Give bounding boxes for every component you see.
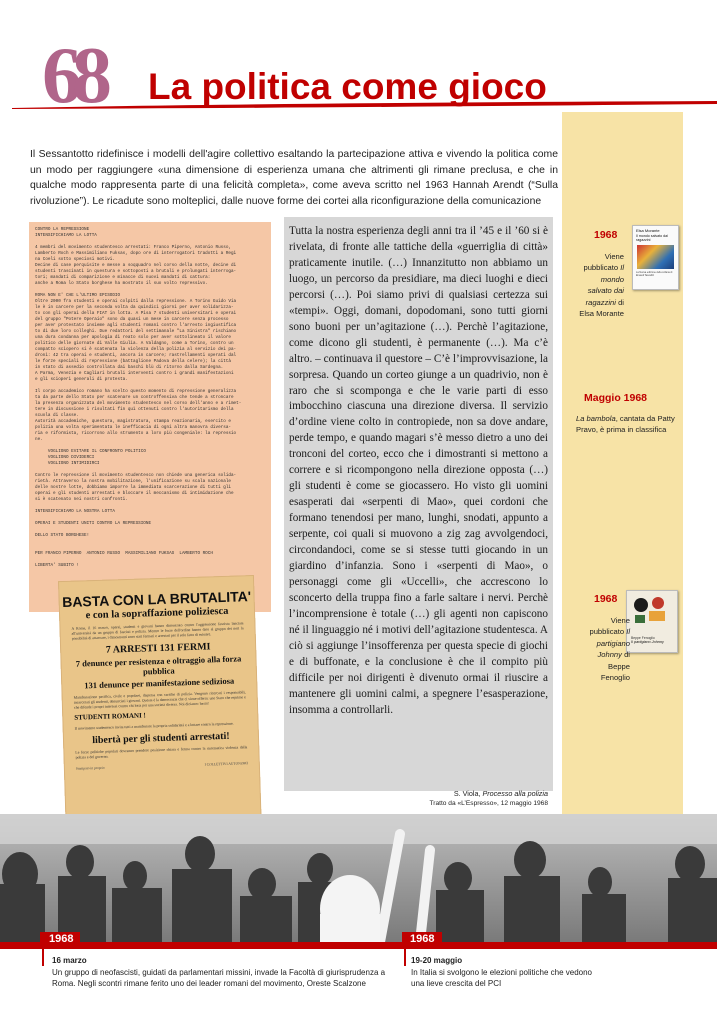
timeline-text-1: Un gruppo di neofascisti, guidati da parlamentari missini, invade la Facoltà di giurisprudenza a Roma. Negli scontri rimane ferito uno dei leader romani del movimento, Oreste Scalzone	[52, 968, 386, 989]
poster-body: Manifestazione pacifica, civile e popolare, dispersa con cariche di polizia. Vengono ricercati i responsabili, incarcerati gli studenti, denunciati i giovani. Questa è la democrazia che ci viene offerta: uno Stato che reprime e che difende i propri interessi contro chi lotta per una società diversa. Noi diciamo: basta!	[73, 689, 246, 710]
sidebar-entry3-text: Viene pubblicato Il partigiano Johnny di Beppe Fenoglio	[589, 616, 630, 683]
typed-leaflet-text: CONTRO LA REPRESSIONE INTENSIFICHIAMO LA LOTTA 4 membri del movimento studentesco arrestati: Franco Piperno, Antonio Russo, Lamberto Roch e Massimiliano Fuksas, dopo ore di interrogatori tradotti a Regi na Coeli sotto speciosi motivi. Decine di case perquisite e messe a soqquadro nel corso della notte, decine di studenti trascinati in questura e sottoposti a brutali e prolungati interroga- tori; mandati di comparizione e minacce di nuovi mandati di cattura: anche a Roma lo Stato borghese ha mostrato il suo volto repressivo. ROMA NON E' CHE L'ULTIMO EPISODIO Oltre 2000 fra studenti e operai colpiti dalla repressione. A Torino Guido Via le è in carcere per la seconda volta da quindici giorni per aver solidarizza- to con gli operai della FIAT in lotta. A Pisa 7 studenti universitari e operai del gruppo "Potere Operaio" sono da quasi un mese in carcere senza processo per aver protestato insieme agli studenti romani contro l'arresto ingiustifica to di due loro colleghi. Due redattori del settimanale "La Sinistra" rischiano una dura condanna per apologia di reato solo per aver sottolineato il valore politico delle giornate di Valle Giulia. A Valdagno, come a Torino, contro un compatto sciopero si è scatenata la violenza della polizia al servizio dei pa- droni: 42 tra operai e studenti, ancora in carcere; rastrellamenti operati dal le forze speciali di repressione (battaglione Padova della celere); la città in stato di assedio controllata dai baschi blù di ritorno dalla Sardegna. A Parma, Venezia e Cagliari brutali interventi contro i grandi manifestazioni e gli scioperi generali di protesta. Il corpo accademico romano ha scelto questo momento di repressione generalizza ta da parte dello Stato per scatenare un controffensiva che tende a stroncare la presenza organizzata del movimento studentesco nel corso dell'anno e a rimet- tere in discussione i risultati fin quì ottenuti contro l'autoritarismo della scuola di classe. Autorità accademiche, questura, magistratura, stampa reazionaria, esercito e polizia una volta sperimentata le inefficacia di ogni altra manovra diversa- ria e riformista, ricorrono allo strumento a loro più congeniale: la repressio ne. VOGLIONO EVITARE IL CONFRONTO POLITICO VOGLIONO DIVIDERCI VOGLIONO INTIMIDIRCI Contro le repressione il movimento studentesco non chiede una generica solida- rietà. Attraverso la nostra mobilitazione, l'unificazione su scala nazionale delle nostre lotte, dobbiamo imporre la immediata scarcerazione di tutti gli operai e gli studenti arrestati e bloccare il meccanismo di intimidazione che si è scatenato nei nostri confronti. INTENSIFICHIAMO LA NOSTRA LOTTA OPERAI E STUDENTI UNITI CONTRO LA REPRESSIONE DELLO STATO BORGHESE! PER FRANCO PIPERNO ANTONIO RUSSO MASSIMILIANO FUKSAS LAMBERTO ROCH LIBERTA' SUBITO !	[35, 227, 242, 568]
book-cover-caption: La Nuova edizione della collana di Einaudi Tascabili	[636, 271, 673, 277]
poster-freedom: libertà per gli studenti arrestati!	[92, 730, 230, 747]
poster-body: Le forze politiche popolari dovranno prendere posizione chiara e ferma contro la sistematica violenza della polizia e del governo.	[75, 745, 248, 760]
book-cover-fenoglio	[626, 590, 678, 653]
demonstration-photo	[0, 814, 717, 942]
quote-attribution	[300, 789, 548, 809]
sidebar-entry2-text: La bambola, cantata da Patty Pravo, è prima in classifica	[576, 414, 675, 435]
poster-arrests: 7 ARRESTI 131 FERMI	[105, 641, 211, 656]
book-cover-morante	[632, 225, 679, 290]
poster-denunce-2: 131 denunce per manifestazione sediziosa	[84, 675, 235, 691]
quote-source: Tratto da «L’Espresso», 12 maggio 1968	[429, 800, 548, 807]
timeline-date-2: 19-20 maggio	[411, 956, 463, 965]
book-cover-art	[627, 591, 677, 631]
typed-leaflet	[29, 222, 271, 612]
book-cover-author: Beppe Fenoglio	[631, 636, 655, 640]
quote-author: S. Viola,	[453, 789, 483, 798]
book-cover-title: Il mondo salvato dai ragazzini	[636, 233, 668, 242]
poster-headline: BASTA CON LA BRUTALITA'	[61, 588, 252, 611]
logo-text: 68	[42, 40, 102, 112]
timeline-year-2: 1968	[410, 933, 435, 945]
protest-poster	[58, 575, 262, 839]
poster-footer-left: Stampato in proprio	[75, 765, 105, 771]
timeline-date-1: 16 marzo	[52, 956, 87, 965]
timeline-tick-2	[404, 946, 406, 966]
book-cover-author: Elsa Morante	[636, 228, 660, 233]
poster-body: Il movimento studentesco invita tutti a manifestare la propria solidarietà e a lottare contro la repressione.	[74, 721, 234, 731]
poster-students-call: STUDENTI ROMANI !	[74, 710, 146, 722]
poster-denunce-1: 7 denunce per resistenza e oltraggio alla forza pubblica	[75, 653, 242, 677]
sidebar-entry1-text: Viene pubblicato Il mondo salvato dai ragazzini di Elsa Morante	[579, 252, 624, 319]
timeline-bar	[0, 942, 717, 949]
page-title: La politica come gioco	[148, 66, 547, 107]
quote-text: Tutta la nostra esperienza degli anni tra il ’45 e il ’60 si è rivelata, di fronte alle tattiche della «guerriglia di città» praticamente inutile. (…) Innanzitutto non abbiamo un luogo, un percorso da presidiare, ma dieci luoghi e dieci percorsi (…). Poi siamo privi di qualsiasi certezza sui «tempi». Oggi, domani, dopodomani, sono tutti giorni sono buoni per un’agitazione (…). Perchè l’agitazione, come dicono gli studenti, è permanente (…). Ma c’è altro. – continuava il questore – C’è l’improvvisazione, la sorpresa. Quando un corteo giunge a un quadrivio, non è raro che si scomponga e che le varie parti di esso imbocchino ciascuna una direzione diversa. Il servizio d’ordine viene colto in contropiede, non sa dove andare, perde tempo, e quando magari s’è messo dietro a uno dei tronconi del corteo, ecco che i dimostranti si mettono a correre e si ricompongono nella direzione opposta (…) gli studenti è come se giocassero. Ho visto gli uomini esasperati dai «serpenti di Mao», quei cordoni che formano tenendosi per mano, lunghi, snodati, appunto a serpente, coi quali si muovono a zig zag avvolgendoci, circondandoci, come se si stesse tutti giocando in un giardino d’infanzia. Sono i «serpenti di Mao», o personaggi come gli «Uccelli», che accrescono lo sconcerto della truppa fino a farle saltare i nervi. Perchè l’incomprensione è totale (…) gli agenti non capiscono né il linguaggio né i motivi dell’agitazione studentesca. A ciò si aggiunge l’insofferenza per questa specie di giochi e di buffonate, e la conclusione è che il compito più difficile per noi dirigenti è divenuto ormai il riuscire a mantenere gli uomini calmi, a spegnere l’esasperazione, insomma a controllarli.	[289, 225, 548, 716]
sidebar-entry2-date: Maggio 1968	[584, 392, 648, 404]
book-cover-art	[637, 245, 674, 269]
book-cover-title: Il partigiano Johnny	[631, 640, 664, 644]
timeline-text-2: In Italia si svolgono le elezioni politiche che vedono una lieve crescita del PCI	[411, 968, 593, 989]
sidebar-entry1-year: 1968	[594, 229, 618, 241]
sidebar-entry3-year: 1968	[594, 593, 618, 605]
poster-body: A Roma, il 16 marzo, operai, studenti e giovani hanno dimostrato contro l'aggressione fascista lanciata all'università da un gruppo di fascisti e polizia. Mentre le forze dell'ordine hanno dato al gruppo dei neri la possibilità di attaccare, i dimostranti sono stati fermati e arrestati per il solo fatto di esistere.	[71, 621, 244, 641]
photo-illustration	[0, 814, 717, 942]
timeline-tick-1	[42, 946, 44, 966]
timeline-year-1: 1968	[49, 933, 74, 945]
quote-work: Processo alla polizia	[482, 789, 548, 798]
intro-paragraph: Il Sessantotto ridefinisce i modelli dell'agire collettivo esaltando la partecipazione attiva e vivendo la politica come un modo per raggiungere «una dimensione di esperienza umana che altrimenti gli rimane preclusa, e che in qualche modo rappresenta parte di una felicità completa», come aveva scritto nel 1963 Hannah Arendt (“Sulla rivoluzione”). Le ricadute sono molteplici, dalle nuove forme dei cortei alla riconfigurazione della comunicazione	[30, 149, 558, 207]
poster-footer-right: I COLLETTIVI AUTONOMI	[204, 761, 248, 767]
poster-subheadline: e con la sopraffazione poliziesca	[85, 605, 229, 622]
